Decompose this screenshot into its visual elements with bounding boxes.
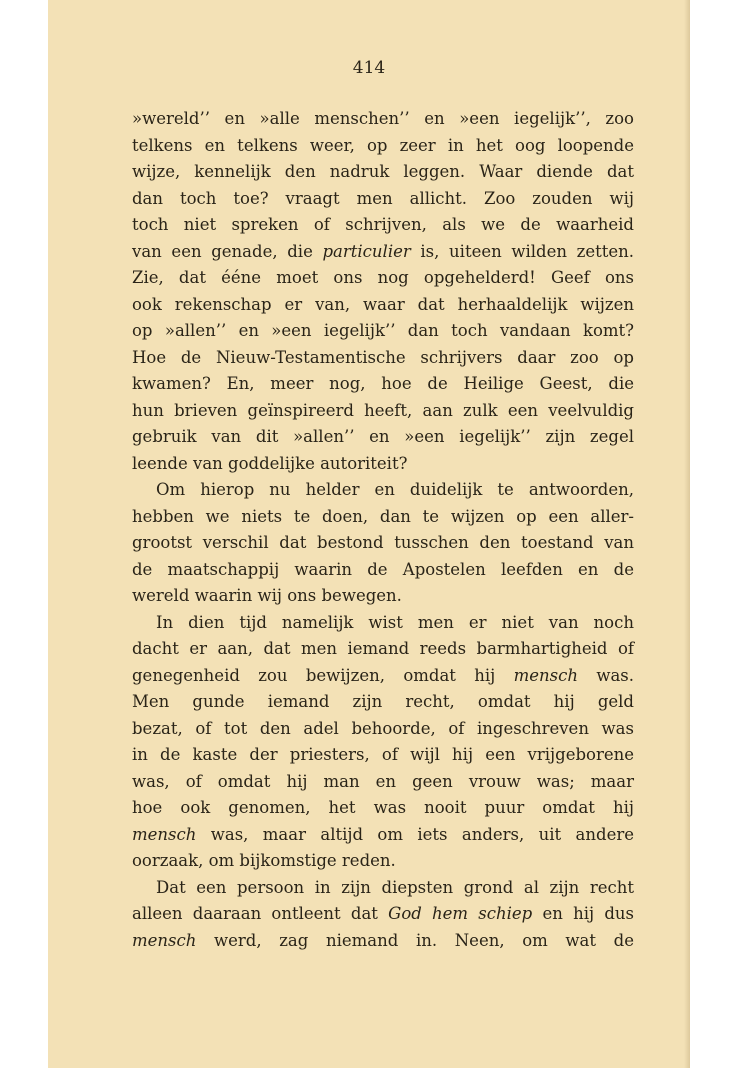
- text-segment: wijze, kennelijk den nadruk leggen. Waar diende dat: [132, 162, 634, 181]
- text-segment: In dien tijd namelijk wist men er niet van noch: [156, 612, 634, 632]
- text-line: [132, 901, 634, 928]
- text-line: [132, 928, 634, 955]
- text-segment: dan toch toe? vraagt men allicht. Zoo zouden wij: [132, 188, 634, 208]
- text-line: [132, 159, 634, 186]
- italic-text: particulier: [322, 241, 411, 261]
- text-line: [132, 504, 634, 531]
- italic-text: mensch: [513, 665, 578, 685]
- text-line: [132, 186, 634, 213]
- text-line: [132, 345, 634, 372]
- text-line: [132, 451, 634, 478]
- text-segment: telkens en telkens weer, op zeer in het oog loopende: [132, 135, 634, 155]
- text-line: [132, 610, 634, 637]
- text-segment: hoe ook genomen, het was nooit puur omdat hij: [132, 798, 634, 817]
- italic-text: mensch: [132, 824, 197, 844]
- text-segment: was, maar altijd om iets anders, uit andere: [196, 824, 634, 844]
- text-segment: werd, zag niemand in. Neen, om wat de: [196, 930, 634, 950]
- book-page: [48, 0, 690, 1068]
- text-line: [132, 398, 634, 425]
- text-line: [132, 769, 634, 796]
- text-line: [132, 371, 634, 398]
- text-segment: ook rekenschap er van, waar dat herhaaldelijk wijzen: [132, 294, 634, 314]
- text-line: [132, 822, 634, 849]
- text-line: [132, 689, 634, 716]
- text-line: [132, 265, 634, 292]
- text-line: [132, 742, 634, 769]
- text-segment: was.: [578, 665, 635, 685]
- page-edge-shadow: [684, 0, 690, 1068]
- text-segment: leende van goddelijke autoriteit?: [132, 453, 408, 473]
- text-segment: Zie, dat ééne moet ons nog opgehelderd! Geef ons: [132, 268, 634, 287]
- text-segment: is, uiteen wilden zetten.: [410, 241, 634, 261]
- text-line: [132, 424, 634, 451]
- text-line: [132, 530, 634, 557]
- text-segment: grootst verschil dat bestond tusschen den toestand van: [132, 533, 634, 552]
- text-line: [132, 716, 634, 743]
- text-line: [132, 318, 634, 345]
- text-line: [132, 636, 634, 663]
- body-text: [132, 106, 634, 954]
- text-segment: op »allen’’ en »een iegelijk’’ dan toch vandaan komt?: [132, 321, 634, 340]
- text-line: [132, 848, 634, 875]
- italic-text: mensch: [132, 930, 197, 950]
- text-line: [132, 239, 634, 266]
- text-segment: hebben we niets te doen, dan te wijzen op een aller-: [132, 506, 634, 526]
- italic-text: God hem schiep: [388, 904, 533, 923]
- text-segment: Hoe de Nieuw-Testamentische schrijvers daar zoo op: [132, 347, 634, 367]
- text-segment: Om hierop nu helder en duidelijk te antwoorden,: [156, 480, 634, 499]
- text-segment: wereld waarin wij ons bewegen.: [132, 586, 402, 605]
- text-segment: genegenheid zou bewijzen, omdat hij: [132, 665, 514, 685]
- text-segment: de maatschappij waarin de Apostelen leefden en de: [132, 559, 634, 579]
- text-segment: alleen daaraan ontleent dat: [132, 904, 389, 923]
- text-segment: Men gunde iemand zijn recht, omdat hij geld: [132, 692, 634, 711]
- text-line: [132, 557, 634, 584]
- text-segment: en hij dus: [532, 904, 634, 923]
- text-segment: Dat een persoon in zijn diepsten grond al zijn recht: [156, 877, 634, 897]
- text-line: [132, 875, 634, 902]
- text-line: [132, 477, 634, 504]
- text-segment: gebruik van dit »allen’’ en »een iegelijk’’ zijn zegel: [132, 427, 634, 446]
- text-segment: was, of omdat hij man en geen vrouw was; maar: [132, 771, 634, 791]
- text-line: [132, 663, 634, 690]
- text-line: [132, 292, 634, 319]
- text-segment: dacht er aan, dat men iemand reeds barmhartigheid of: [132, 639, 634, 658]
- text-segment: toch niet spreken of schrijven, als we de waarheid: [132, 215, 634, 234]
- text-segment: bezat, of tot den adel behoorde, of ingeschreven was: [132, 718, 634, 738]
- text-segment: oorzaak, om bijkomstige reden.: [132, 851, 396, 870]
- text-segment: van een genade, die: [132, 241, 323, 261]
- page-number: 414: [352, 58, 386, 78]
- text-line: [132, 106, 634, 133]
- text-line: [132, 133, 634, 160]
- text-line: [132, 583, 634, 610]
- text-segment: »wereld’’ en »alle menschen’’ en »een iegelijk’’, zoo: [132, 109, 634, 128]
- text-segment: in de kaste der priesters, of wijl hij een vrijgeborene: [132, 745, 634, 764]
- text-segment: hun brieven geïnspireerd heeft, aan zulk een veelvuldig: [132, 400, 634, 420]
- text-segment: kwamen? En, meer nog, hoe de Heilige Geest, die: [132, 374, 634, 393]
- text-line: [132, 795, 634, 822]
- text-line: [132, 212, 634, 239]
